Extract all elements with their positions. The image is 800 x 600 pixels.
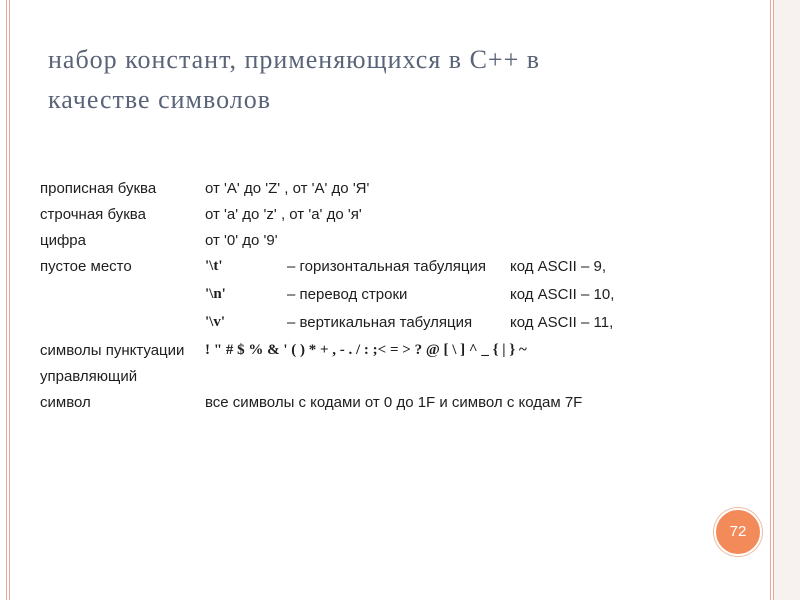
row-value: от 'a' до 'z' , от 'а' до 'я' xyxy=(205,206,362,223)
table-row-whitespace-tab xyxy=(40,256,700,284)
frame-line-right-inner xyxy=(770,0,771,600)
table-row-lowercase xyxy=(40,204,700,230)
table-row-control-2 xyxy=(40,392,700,418)
row-label: цифра xyxy=(40,232,86,249)
escape-description: – перевод строки xyxy=(287,286,408,303)
table-row-whitespace-vtab xyxy=(40,312,700,340)
escape-sequence: '\t' xyxy=(205,258,223,274)
slide-title-line-2: качестве символов xyxy=(48,85,271,114)
escape-description: – горизонтальная табуляция xyxy=(287,258,487,275)
row-label: строчная буква xyxy=(40,206,146,223)
row-value: все символы с кодами от 0 до 1F и символ с кодам 7F xyxy=(205,394,583,411)
character-constants-table xyxy=(40,178,700,418)
row-label: управляющий xyxy=(40,368,138,385)
table-row-digit xyxy=(40,230,700,256)
row-label: символ xyxy=(40,394,91,411)
row-label: прописная буква xyxy=(40,180,157,197)
row-label: пустое место xyxy=(40,258,132,275)
table-row-control-1 xyxy=(40,366,700,392)
slide-title xyxy=(48,40,748,120)
page-number-badge: 72 xyxy=(714,508,762,556)
table-row-whitespace-newline xyxy=(40,284,700,312)
row-value: от '0' до '9' xyxy=(205,232,278,249)
frame-line-left-inner xyxy=(9,0,10,600)
slide-title-line-1: набор констант, применяющихся в С++ в xyxy=(48,45,541,74)
table-row-uppercase xyxy=(40,178,700,204)
right-margin-band xyxy=(774,0,800,600)
ascii-code: код ASCII – 9, xyxy=(510,258,607,275)
row-value: ! " # $ % & ' ( ) * + , - . / : ;< = > ? @ [ \ ] ^ _ { | } ~ xyxy=(205,342,527,358)
escape-sequence: '\n' xyxy=(205,286,226,302)
escape-description: – вертикальная табуляция xyxy=(287,314,473,331)
frame-line-left-outer xyxy=(6,0,7,600)
table-row-punctuation xyxy=(40,340,700,366)
row-label: символы пунктуации xyxy=(40,342,185,359)
ascii-code: код ASCII – 11, xyxy=(510,314,614,331)
ascii-code: код ASCII – 10, xyxy=(510,286,615,303)
escape-sequence: '\v' xyxy=(205,314,226,330)
row-value: от 'A' до 'Z' , от 'А' до 'Я' xyxy=(205,180,370,197)
